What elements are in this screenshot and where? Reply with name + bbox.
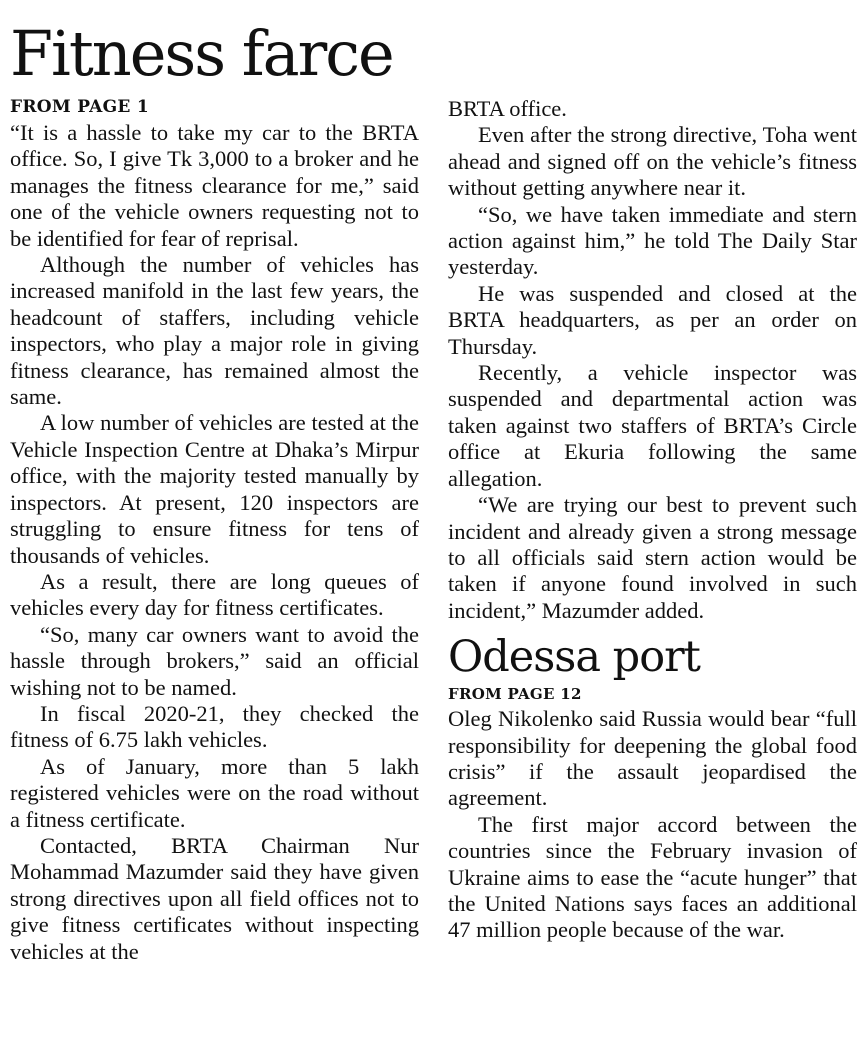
continuation-kicker: FROM PAGE 12: [448, 685, 582, 704]
left-column: [10, 96, 419, 965]
paragraph: A low number of vehicles are tested at the Vehicle Inspection Centre at Dhaka’s Mirpur office, with the majority tested manually by inspectors. At present, 120 inspectors are struggling to ensure fitness for tens of thousands of vehicles.: [10, 410, 419, 568]
paragraph: In fiscal 2020-21, they checked the fitness of 6.75 lakh vehicles.: [10, 700, 419, 753]
paragraph: “It is a hassle to take my car to the BRTA office. So, I give Tk 3,000 to a broker and he manages the fitness clearance for me,” said one of the vehicle owners requesting not to be identified for fear of reprisal.: [10, 120, 419, 251]
paragraph: Although the number of vehicles has increased manifold in the last few years, the headcount of staffers, including vehicle inspectors, who play a major role in giving fitness clearance, has remained almost the same.: [10, 252, 419, 410]
continuation-kicker: FROM PAGE 1: [10, 97, 150, 117]
paragraph: He was suspended and closed at the BRTA headquarters, as per an order on Thursday.: [448, 280, 857, 359]
paragraph: “So, we have taken immediate and stern action against him,” he told The Daily Star yesterday.: [448, 201, 857, 280]
paragraph: The first major accord between the countries since the February invasion of Ukraine aims to ease the “acute hunger” that the United Nations says faces an additional 47 million people because of the war.: [448, 811, 857, 943]
paragraph: Contacted, BRTA Chairman Nur Mohammad Mazumder said they have given strong directives upon all field offices not to give fitness certificates without inspecting vehicles at the: [10, 832, 419, 964]
article-headline-fitness-farce: Fitness farce: [10, 17, 393, 90]
paragraph: As a result, there are long queues of vehicles every day for fitness certificates.: [10, 568, 419, 621]
paragraph: BRTA office.: [448, 96, 567, 121]
paragraph: Oleg Nikolenko said Russia would bear “full responsibility for deepening the global food crisis” if the assault jeopardised the agreement.: [448, 706, 857, 811]
paragraph: As of January, more than 5 lakh registered vehicles were on the road without a fitness certificate.: [10, 753, 419, 832]
paragraph: “We are trying our best to prevent such incident and already given a strong message to all officials said stern action would be taken if anyone found involved in such incident,” Mazumder added.: [448, 492, 857, 623]
paragraph: Even after the strong directive, Toha went ahead and signed off on the vehicle’s fitness without getting anywhere near it.: [448, 122, 857, 201]
paragraph: Recently, a vehicle inspector was suspended and departmental action was taken against two staffers of BRTA’s Circle office at Ekuria following the same allegation.: [448, 360, 857, 491]
article-headline-odessa-port: Odessa port: [448, 632, 700, 683]
paragraph: “So, many car owners want to avoid the hassle through brokers,” said an official wishing not to be named.: [10, 621, 419, 700]
right-column: [448, 96, 857, 944]
